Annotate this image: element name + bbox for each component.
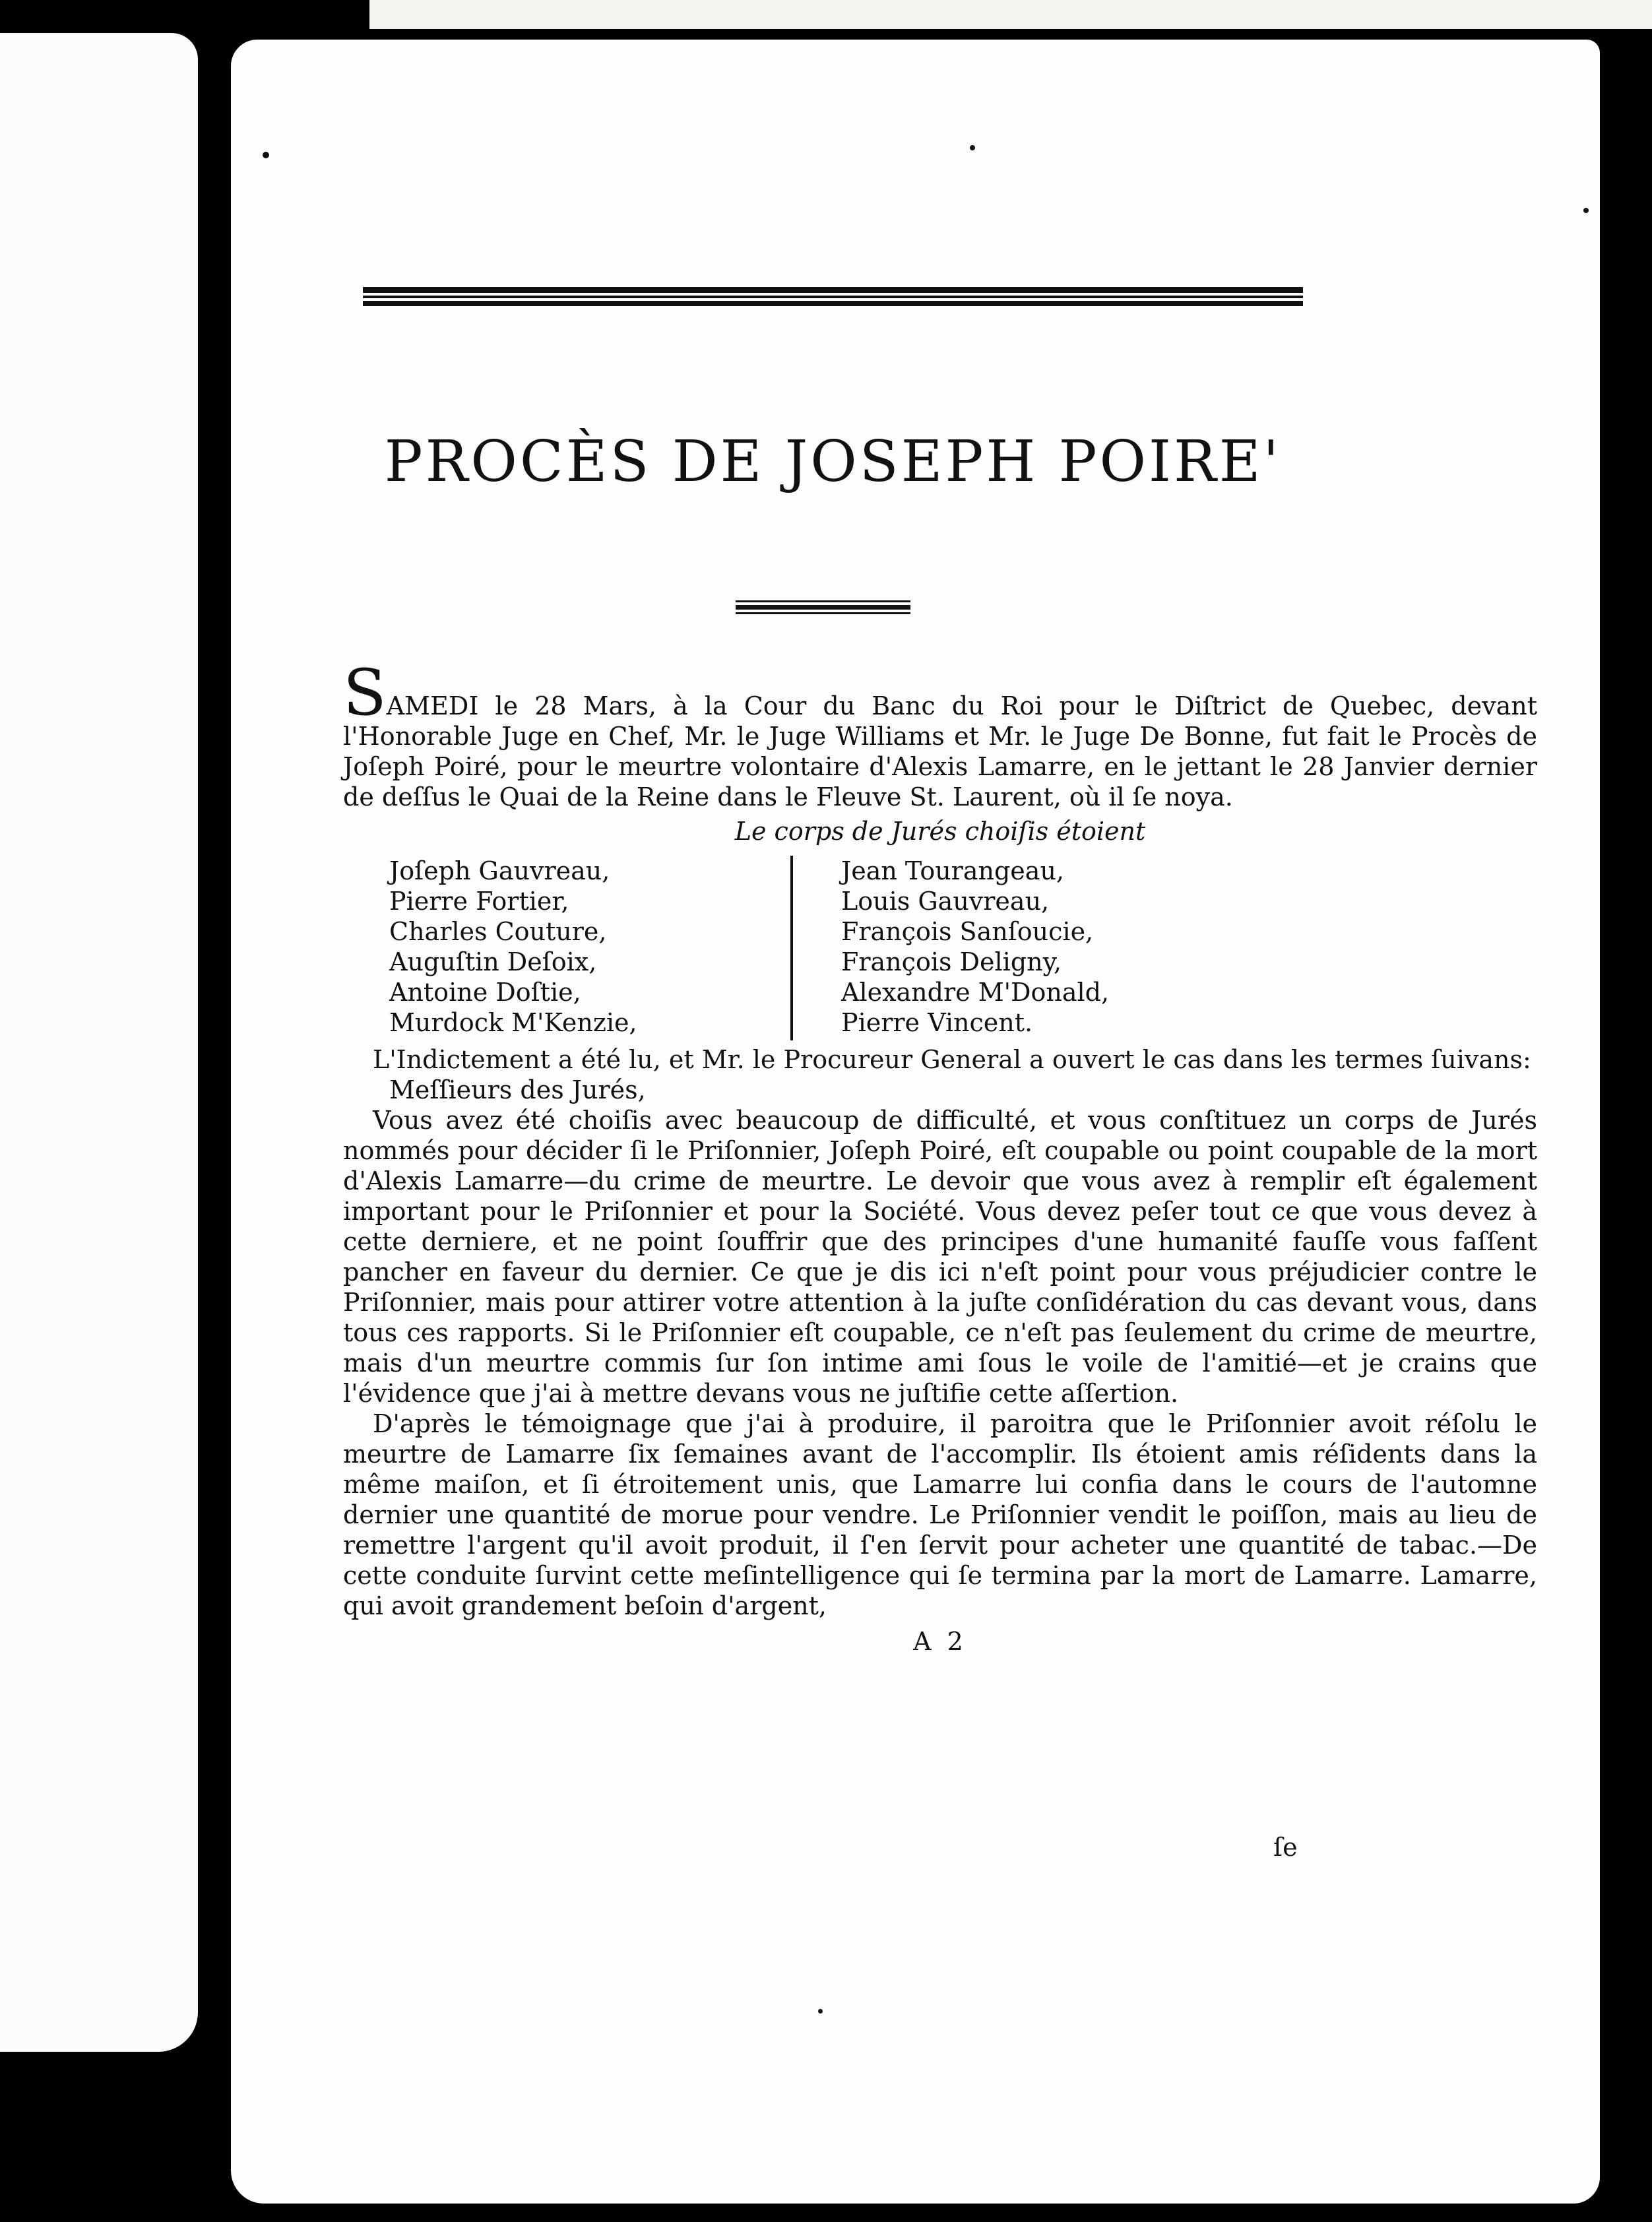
- juror-name: Pierre Vincent.: [841, 1008, 1033, 1037]
- page-behind-edge: [369, 0, 1652, 29]
- juror-name: Antoine Doſtie,: [389, 978, 581, 1007]
- jury-list: [343, 856, 1537, 1040]
- jury-column-left: [389, 856, 637, 1038]
- body-text: [343, 656, 1537, 1657]
- salutation: Meſſieurs des Jurés,: [389, 1075, 646, 1104]
- juror-name: Charles Couture,: [389, 917, 607, 946]
- title-divider-rule: [736, 600, 910, 615]
- opening-paragraph: SAMEDI le 28 Mars, à la Cour du Banc du Roi pour le Diſtrict de Quebec, devant l'Honorable Juge en Chef, Mr. le Juge Williams et Mr. le Juge De Bonne, fut fait le Procès de Joſeph Poiré, pour le meurtre volontaire d'Alexis Lamarre, en le jettant le 28 Janvier dernier de deſſus le Quai de la Reine dans le Fleuve St. Laurent, où il ſe noya.: [343, 656, 1537, 811]
- speech-paragraph-1: Vous avez été choiſis avec beaucoup de difficulté, et vous conſtituez un corps de Jurés nommés pour décider ſi le Priſonnier, Joſeph Poiré, eſt coupable ou point coupable de la mort d'Alexis Lamarre—du crime de meurtre. Le devoir que vous avez à remplir eſt également important pour le Priſonnier et pour la Société. Vous devez peſer tout ce que vous devez à cette derniere, et ne point ſouffrir que des principes d'une humanité fauſſe vous faſſent pancher en faveur du dernier. Ce que je dis ici n'eſt point pour vous préjudicier contre le Priſonnier, mais pour attirer votre attention à la juſte conſidération du cas devant vous, dans tous ces rapports. Si le Priſonnier eſt coupable, ce n'eſt pas ſeulement du crime de meurtre, mais d'un meurtre commis ſur ſon intime ami ſous le voile de l'amitié—et je crains que l'évidence que j'ai à mettre devans vous ne juſtifie cette aſſertion.: [343, 1106, 1537, 1408]
- juror-name: Murdock M'Kenzie,: [389, 1008, 637, 1037]
- jury-heading: Le corps de Jurés choiſis étoient: [734, 817, 1146, 846]
- signature-mark: A 2: [913, 1627, 967, 1656]
- top-ornamental-rule: [363, 287, 1303, 305]
- juror-name: Joſeph Gauvreau,: [389, 856, 610, 885]
- juror-name: Alexandre M'Donald,: [841, 978, 1110, 1007]
- juror-name: François Sanſoucie,: [841, 917, 1094, 946]
- juror-name: Jean Tourangeau,: [841, 856, 1064, 885]
- facing-page-edge: [0, 33, 198, 2052]
- juror-name: François Deligny,: [841, 947, 1062, 976]
- catchword: ſe: [1273, 1833, 1298, 1862]
- jury-column-right: [841, 856, 1109, 1038]
- page-title: PROCÈS DE JOSEPH POIRE': [384, 429, 1282, 495]
- juror-name: Pierre Fortier,: [389, 887, 569, 916]
- speech-paragraph-2: D'après le témoignage que j'ai à produire, il paroitra que le Priſonnier avoit réſolu le meurtre de Lamarre ſix ſemaines avant de l'accomplir. Ils étoient amis réſidents dans la même maiſon, et ſi étroitement unis, que Lamarre lui confia dans le cours de l'automne dernier une quantité de morue pour vendre. Le Priſonnier vendit le poiſſon, mais au lieu de remettre l'argent qu'il avoit produit, il ſ'en ſervit pour acheter une quantité de tabac.—De cette conduite ſurvint cette meſintelligence qui ſe termina par la mort de Lamarre. Lamarre, qui avoit grandement beſoin d'argent,: [343, 1409, 1537, 1620]
- jury-column-divider: [790, 856, 793, 1040]
- juror-name: Auguſtin Deſoix,: [389, 947, 597, 976]
- indictment-paragraph: L'Indictement a été lu, et Mr. le Procureur General a ouvert le cas dans les termes ſuivans:: [373, 1045, 1531, 1074]
- juror-name: Louis Gauvreau,: [841, 887, 1050, 916]
- document-page: [231, 40, 1600, 2204]
